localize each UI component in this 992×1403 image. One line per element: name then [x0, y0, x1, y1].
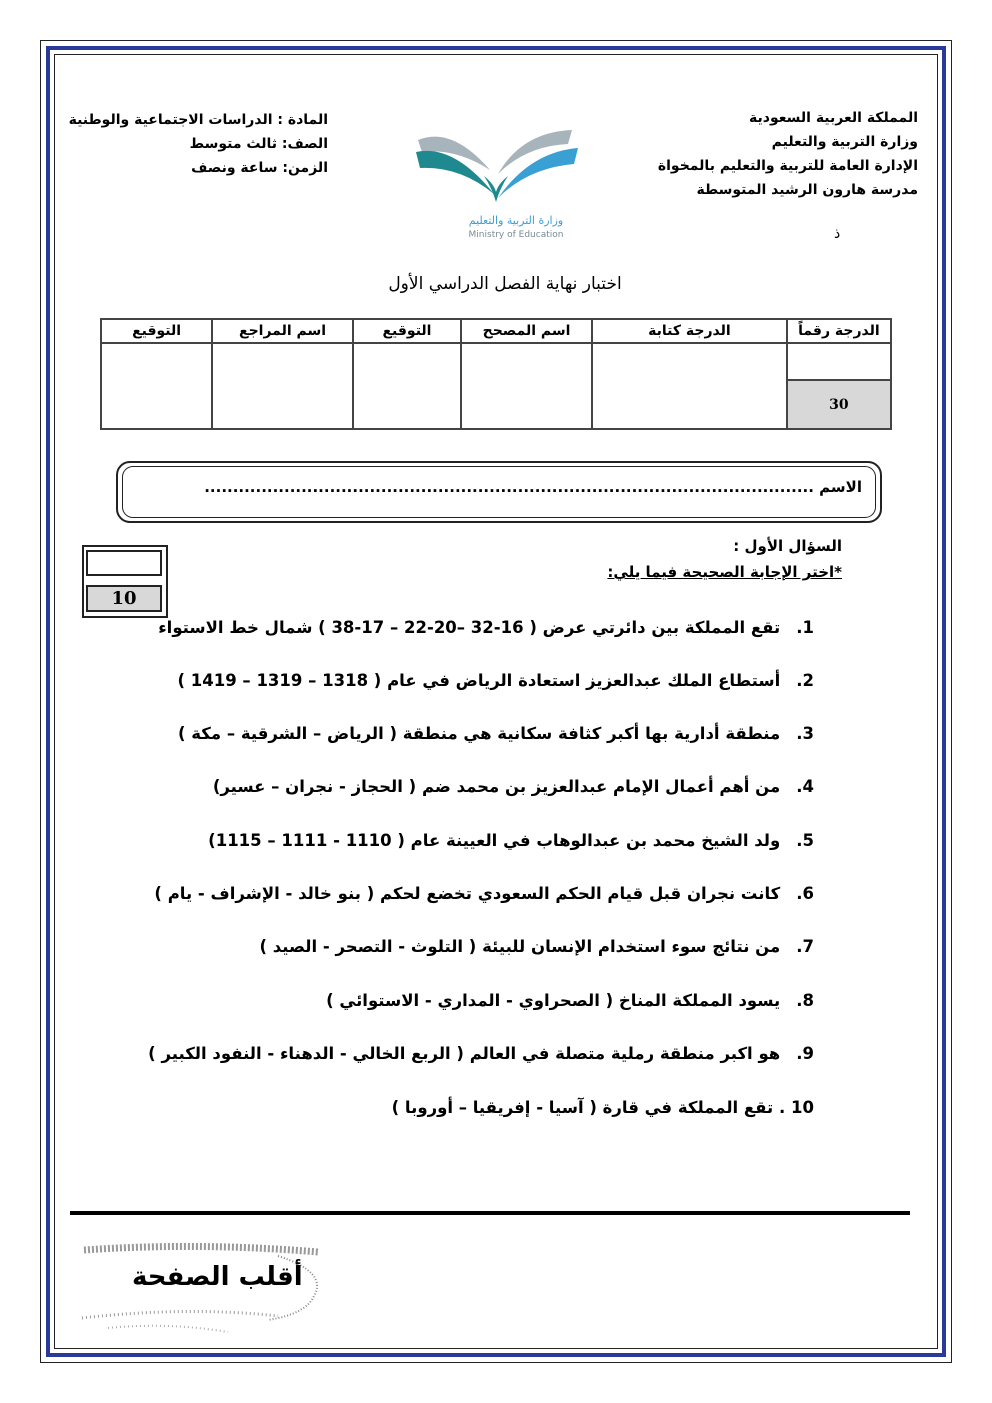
item-number: 3.: [796, 724, 814, 743]
page-border-inner: [54, 54, 938, 1349]
col-header: التوقيع: [101, 319, 212, 343]
header-right-line: وزارة التربية والتعليم: [771, 134, 918, 150]
book-logo-icon: [412, 118, 582, 248]
score-words-cell: [592, 343, 787, 429]
item-text: كانت نجران قبل قيام الحكم السعودي تخضع لحكم ( بنو خالد - الإشراف - يام ): [154, 884, 781, 903]
question-item: [208, 831, 814, 850]
subject-line: المادة : الدراسات الاجتماعية والوطنية: [68, 112, 328, 128]
ministry-logo: [412, 118, 582, 248]
question-item: [154, 884, 814, 903]
time-line: الزمن: ساعة ونصف: [191, 160, 328, 176]
header-right-line: مدرسة هارون الرشيد المتوسطة: [696, 182, 918, 198]
item-text: أستطاع الملك عبدالعزيز استعادة الرياض في عام ( 1318 – 1319 – 1419 ): [177, 671, 781, 690]
corrector-name-cell: [461, 343, 592, 429]
item-text: تقع المملكة في قارة ( آسيا - إفريقيا – أوروبا ): [391, 1098, 774, 1117]
logo-arabic: وزارة التربية والتعليم: [468, 214, 564, 227]
question-item: [178, 724, 814, 743]
reviewer-name-cell: [212, 343, 353, 429]
item-text: يسود المملكة المناخ ( الصحراوي - المداري - الاستوائي ): [326, 991, 781, 1010]
question-item: [392, 1098, 814, 1117]
item-text: ولد الشيخ محمد بن عبدالوهاب في العيينة عام ( 1110 - 1111 – 1115): [208, 831, 781, 850]
question-item: [213, 777, 814, 796]
question-item: [158, 618, 814, 637]
reviewer-signature-cell: [101, 343, 212, 429]
item-number: 9.: [796, 1044, 814, 1063]
turn-page-text: أقلب الصفحة: [132, 1262, 303, 1292]
exam-title: اختبار نهاية الفصل الدراسي الأول: [388, 274, 622, 294]
question-item: [177, 671, 814, 690]
question-instruction: *اختر الإجابة الصحيحة فيما يلي:: [607, 563, 842, 581]
name-field[interactable]: [204, 478, 862, 496]
col-header: الدرجة كتابة: [592, 319, 787, 343]
item-number: 7.: [796, 937, 814, 956]
header-right-line: المملكة العربية السعودية: [749, 110, 918, 126]
name-label: الاسم: [819, 478, 862, 496]
grades-table: [100, 318, 892, 430]
corrector-signature-cell: [353, 343, 461, 429]
item-text: من أهم أعمال الإمام عبدالعزيز بن محمد ضم ( الحجاز - نجران – عسير): [212, 777, 781, 796]
item-number: 8.: [796, 991, 814, 1010]
stray-char: ذ: [834, 226, 841, 242]
item-number: 1.: [796, 618, 814, 637]
logo-english: Ministry of Education: [468, 230, 564, 240]
grade-line: الصف: ثالث متوسط: [189, 136, 328, 152]
item-number: 6.: [796, 884, 814, 903]
item-text: منطقة أدارية بها أكبر كثافة سكانية هي منطقة ( الرياض – الشرقية – مكة ): [178, 724, 781, 743]
question-item: [148, 1044, 814, 1063]
col-header: الدرجة رقماً: [787, 319, 891, 343]
question-item: [326, 991, 814, 1010]
col-header: اسم المصحح: [461, 319, 592, 343]
header-right: [658, 106, 918, 202]
item-text: من نتائج سوء استخدام الإنسان للبيئة ( التلوث - التصحر - الصيد ): [259, 937, 781, 956]
item-number: 5.: [796, 831, 814, 850]
question-title: السؤال الأول :: [733, 537, 842, 555]
header-right-line: الإدارة العامة للتربية والتعليم بالمخواة: [657, 158, 918, 174]
question-mark: 10: [86, 585, 162, 612]
item-number: 4.: [796, 777, 814, 796]
item-text: هو اكبر منطقة رملية متصلة في العالم ( الربع الخالي - الدهناء - النفود الكبير ): [148, 1044, 781, 1063]
footer-divider: [70, 1211, 910, 1215]
item-number: 2.: [796, 671, 814, 690]
col-header: اسم المراجع: [212, 319, 353, 343]
score-written-cell: [787, 343, 891, 380]
header-left: [69, 108, 328, 180]
col-header: التوقيع: [353, 319, 461, 343]
total-score: 30: [787, 380, 891, 429]
name-dots: ...........................................................................................................: [204, 478, 814, 496]
item-text: تقع المملكة بين دائرتي عرض ( 16-32 –20-22 – 17-38 ) شمال خط الاستواء: [158, 618, 781, 637]
question-item: [259, 937, 814, 956]
item-number: 10 .: [779, 1098, 814, 1117]
mark-empty-cell: [86, 550, 162, 576]
